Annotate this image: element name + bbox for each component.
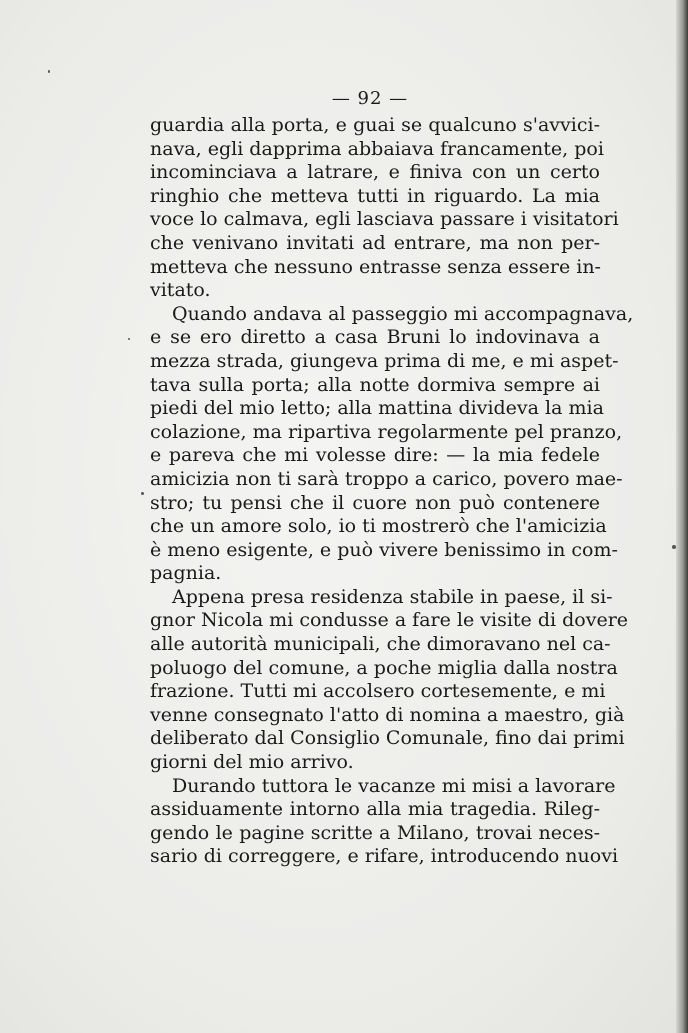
text-line: amicizia non ti sarà troppo a carico, povero mae- xyxy=(150,467,623,490)
text-line: guardia alla porta, e guai se qualcuno s'avvici- xyxy=(150,114,600,136)
ink-speck xyxy=(672,545,676,549)
text-line: Durando tuttora le vacanze mi misi a lavorare xyxy=(172,774,616,797)
ink-speck xyxy=(128,338,130,340)
text-line: piedi del mio letto; alla mattina divideva la mia xyxy=(150,397,604,420)
text-line: deliberato dal Consiglio Comunale, fino dai primi xyxy=(150,727,625,750)
text-line: Appena presa residenza stabile in paese, il si- xyxy=(172,585,613,608)
body-text xyxy=(150,114,634,869)
page-number: — 92 — xyxy=(331,88,409,109)
text-line: voce lo calmava, egli lasciava passare i visitatori xyxy=(150,208,619,231)
text-line: frazione. Tutti mi accolsero cortesemente, e mi xyxy=(150,680,606,703)
text-line: alle autorità municipali, che dimoravano nel ca- xyxy=(150,633,611,656)
text-line: Quando andava al passeggio mi accompagnava, xyxy=(172,302,634,325)
text-line: giorni del mio arrivo. xyxy=(150,751,354,774)
text-line: è meno esigente, e può vivere benissimo in com- xyxy=(150,538,618,561)
text-line: vitato. xyxy=(150,279,211,302)
text-line: sario di correggere, e rifare, introducendo nuovi xyxy=(150,845,619,868)
text-line: che venivano invitati ad entrare, ma non per- xyxy=(150,231,600,254)
page-edge-shadow xyxy=(676,0,688,1033)
ink-speck xyxy=(48,70,50,73)
text-line: mezza strada, giungeva prima di me, e mi aspet- xyxy=(150,349,619,372)
text-line: venne consegnato l'atto di nomina a maestro, già xyxy=(150,703,625,726)
text-line: pagnia. xyxy=(150,562,222,585)
text-line: poluogo del comune, a poche miglia dalla nostra xyxy=(150,656,618,679)
text-line: gnor Nicola mi condusse a fare le visite di dovere xyxy=(150,609,629,632)
text-line: tava sulla porta; alla notte dormiva sempre ai xyxy=(150,373,600,396)
text-line: e se ero diretto a casa Bruni lo indovinava a xyxy=(150,326,600,349)
text-line: incominciava a latrare, e finiva con un certo xyxy=(150,161,600,184)
text-line: che un amore solo, io ti mostrerò che l'amicizia xyxy=(150,515,607,538)
text-line: e pareva che mi volesse dire: — la mia fedele xyxy=(150,444,600,467)
text-line: colazione, ma ripartiva regolarmente pel pranzo, xyxy=(150,420,623,443)
text-line: gendo le pagine scritte a Milano, trovai neces- xyxy=(150,821,600,844)
text-line: assiduamente intorno alla mia tragedia. Rileg- xyxy=(150,798,600,821)
text-line: stro; tu pensi che il cuore non può contenere xyxy=(150,491,600,514)
text-line: nava, egli dapprima abbaiava francamente, poi xyxy=(150,137,604,160)
ink-speck xyxy=(141,492,144,495)
text-line: ringhio che metteva tutti in riguardo. La mia xyxy=(150,184,600,207)
text-line: metteva che nessuno entrasse senza essere in- xyxy=(150,255,601,278)
